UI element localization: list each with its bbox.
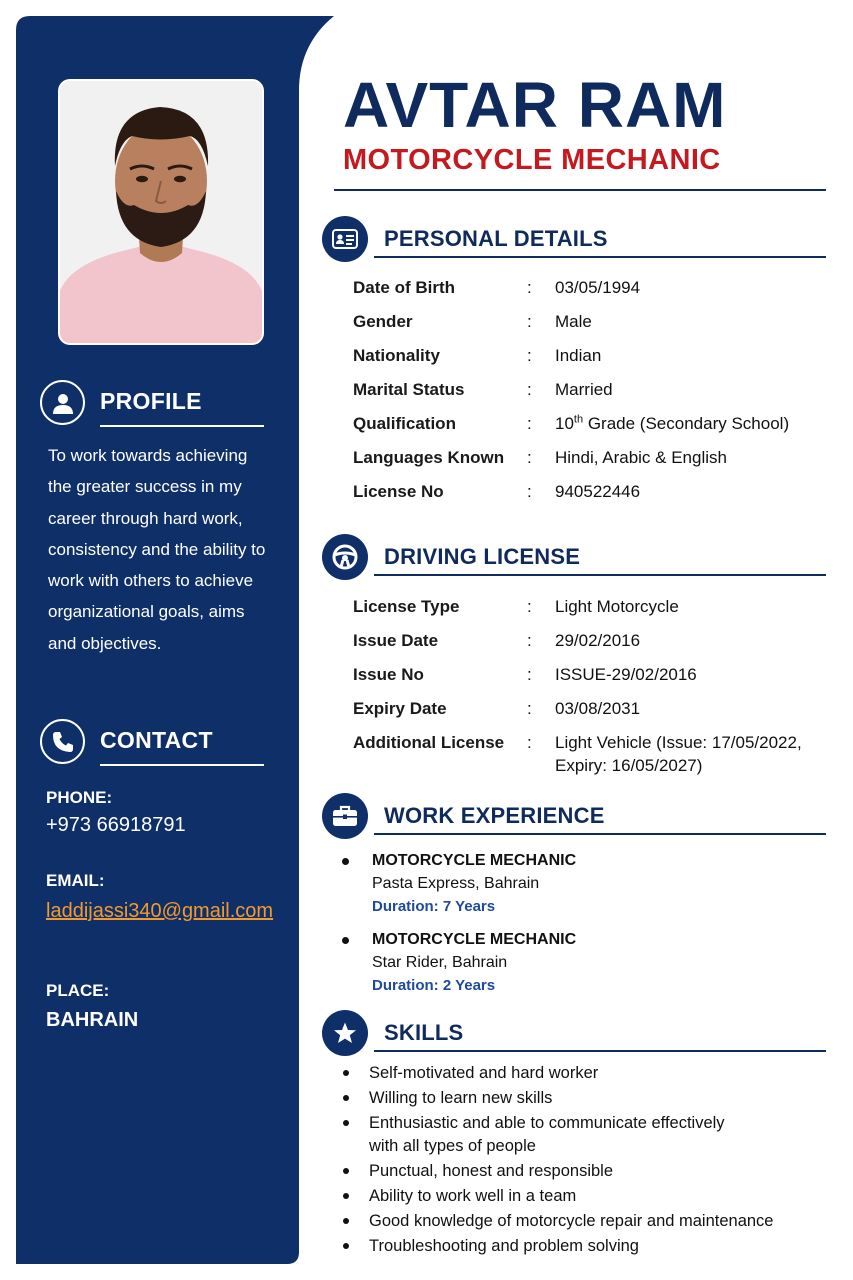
star-icon bbox=[322, 1010, 368, 1056]
detail-colon: : bbox=[527, 733, 532, 752]
personal-details-title: PERSONAL DETAILS bbox=[384, 226, 608, 251]
phone-icon bbox=[40, 719, 85, 764]
detail-label: Gender bbox=[353, 312, 413, 331]
email-link[interactable]: laddijassi340@gmail.com bbox=[46, 900, 274, 922]
user-icon bbox=[40, 380, 85, 425]
skill-item: Troubleshooting and problem solving bbox=[342, 1235, 822, 1258]
profile-rule bbox=[100, 425, 264, 427]
detail-colon: : bbox=[527, 278, 532, 297]
detail-label: Date of Birth bbox=[353, 278, 455, 297]
detail-value: Indian bbox=[555, 346, 602, 365]
briefcase-icon bbox=[322, 793, 368, 839]
job-company: Star Rider, Bahrain bbox=[372, 954, 508, 971]
skill-item: Good knowledge of motorcycle repair and maintenance bbox=[342, 1210, 822, 1233]
steering-wheel-icon bbox=[322, 534, 368, 580]
detail-label: Issue No bbox=[353, 665, 424, 684]
profile-summary: To work towards achieving the greater success in my career through hard work, consistency and the ability to work with others to achieve organizational goals, aims and objectives. bbox=[48, 446, 266, 653]
skills-list bbox=[342, 1062, 822, 1259]
bullet-icon bbox=[342, 937, 349, 944]
detail-label: License No bbox=[353, 482, 444, 501]
detail-colon: : bbox=[527, 631, 532, 650]
job-title: MOTORCYCLE MECHANIC bbox=[343, 144, 721, 176]
personal-details-heading bbox=[322, 216, 826, 264]
detail-label: Marital Status bbox=[353, 380, 465, 399]
sidebar bbox=[16, 16, 299, 1264]
skills-heading bbox=[322, 1010, 826, 1058]
phone-value[interactable]: +973 66918791 bbox=[46, 814, 186, 836]
detail-label: Qualification bbox=[353, 414, 456, 433]
work-experience-rule bbox=[374, 833, 826, 835]
detail-colon: : bbox=[527, 380, 532, 399]
contact-title: CONTACT bbox=[100, 727, 213, 753]
detail-value: ISSUE-29/02/2016 bbox=[555, 665, 697, 684]
qualification-suffix: th bbox=[573, 413, 584, 426]
work-experience-heading bbox=[322, 793, 826, 841]
job-company: Pasta Express, Bahrain bbox=[372, 875, 540, 892]
detail-label: Issue Date bbox=[353, 631, 439, 650]
detail-value: Light Vehicle (Issue: 17/05/2022, Expiry: 16/05/2027) bbox=[555, 733, 802, 775]
detail-colon: : bbox=[527, 597, 532, 616]
detail-label: License Type bbox=[353, 597, 460, 616]
place-label: PLACE: bbox=[46, 981, 110, 1000]
detail-label: Nationality bbox=[353, 346, 440, 365]
detail-label: Expiry Date bbox=[353, 699, 447, 718]
detail-colon: : bbox=[527, 414, 532, 433]
header-rule bbox=[334, 189, 826, 191]
detail-label: Languages Known bbox=[353, 448, 505, 467]
detail-colon: : bbox=[527, 448, 532, 467]
skills-title: SKILLS bbox=[384, 1020, 464, 1045]
work-experience-title: WORK EXPERIENCE bbox=[384, 803, 605, 828]
detail-value: Male bbox=[555, 312, 592, 331]
job-role: MOTORCYCLE MECHANIC bbox=[372, 931, 577, 948]
place-value: BAHRAIN bbox=[46, 1009, 139, 1031]
detail-value: 29/02/2016 bbox=[555, 631, 641, 650]
skill-item: Willing to learn new skills bbox=[342, 1087, 822, 1110]
driving-license-heading bbox=[322, 534, 826, 582]
job-duration: Duration: 2 Years bbox=[372, 977, 496, 994]
profile-photo bbox=[58, 79, 264, 345]
detail-label: Additional License bbox=[353, 733, 505, 752]
detail-value bbox=[555, 412, 815, 435]
driving-license-rule bbox=[374, 574, 826, 576]
skill-item: Self-motivated and hard worker bbox=[342, 1062, 822, 1085]
personal-details-rule bbox=[374, 256, 826, 258]
skill-item: Ability to work well in a team bbox=[342, 1185, 822, 1208]
email-label: EMAIL: bbox=[46, 871, 105, 890]
id-card-icon bbox=[322, 216, 368, 262]
job-role: MOTORCYCLE MECHANIC bbox=[372, 852, 577, 869]
detail-value: 03/08/2031 bbox=[555, 699, 641, 718]
detail-value: 03/05/1994 bbox=[555, 278, 641, 297]
contact-heading bbox=[40, 717, 264, 765]
contact-rule bbox=[100, 764, 264, 766]
detail-value: 940522446 bbox=[555, 482, 641, 501]
qualification-rest: Grade (Secondary School) bbox=[583, 414, 790, 433]
skill-item: Enthusiastic and able to communicate effectively with all types of people bbox=[342, 1112, 742, 1157]
profile-title: PROFILE bbox=[100, 388, 202, 414]
skills-rule bbox=[374, 1050, 826, 1052]
skill-item: Punctual, honest and responsible bbox=[342, 1160, 822, 1183]
detail-value: Hindi, Arabic & English bbox=[555, 448, 727, 467]
candidate-name: AVTAR RAM bbox=[343, 69, 727, 141]
driving-license-title: DRIVING LICENSE bbox=[384, 544, 581, 569]
profile-heading bbox=[40, 378, 264, 426]
detail-colon: : bbox=[527, 482, 532, 501]
detail-colon: : bbox=[527, 346, 532, 365]
qualification-number: 10 bbox=[555, 414, 574, 433]
job-duration: Duration: 7 Years bbox=[372, 898, 496, 915]
detail-value: Light Motorcycle bbox=[555, 597, 679, 616]
detail-colon: : bbox=[527, 312, 532, 331]
bullet-icon bbox=[342, 858, 349, 865]
detail-colon: : bbox=[527, 665, 532, 684]
detail-colon: : bbox=[527, 699, 532, 718]
phone-label: PHONE: bbox=[46, 788, 113, 807]
detail-value: Married bbox=[555, 380, 613, 399]
